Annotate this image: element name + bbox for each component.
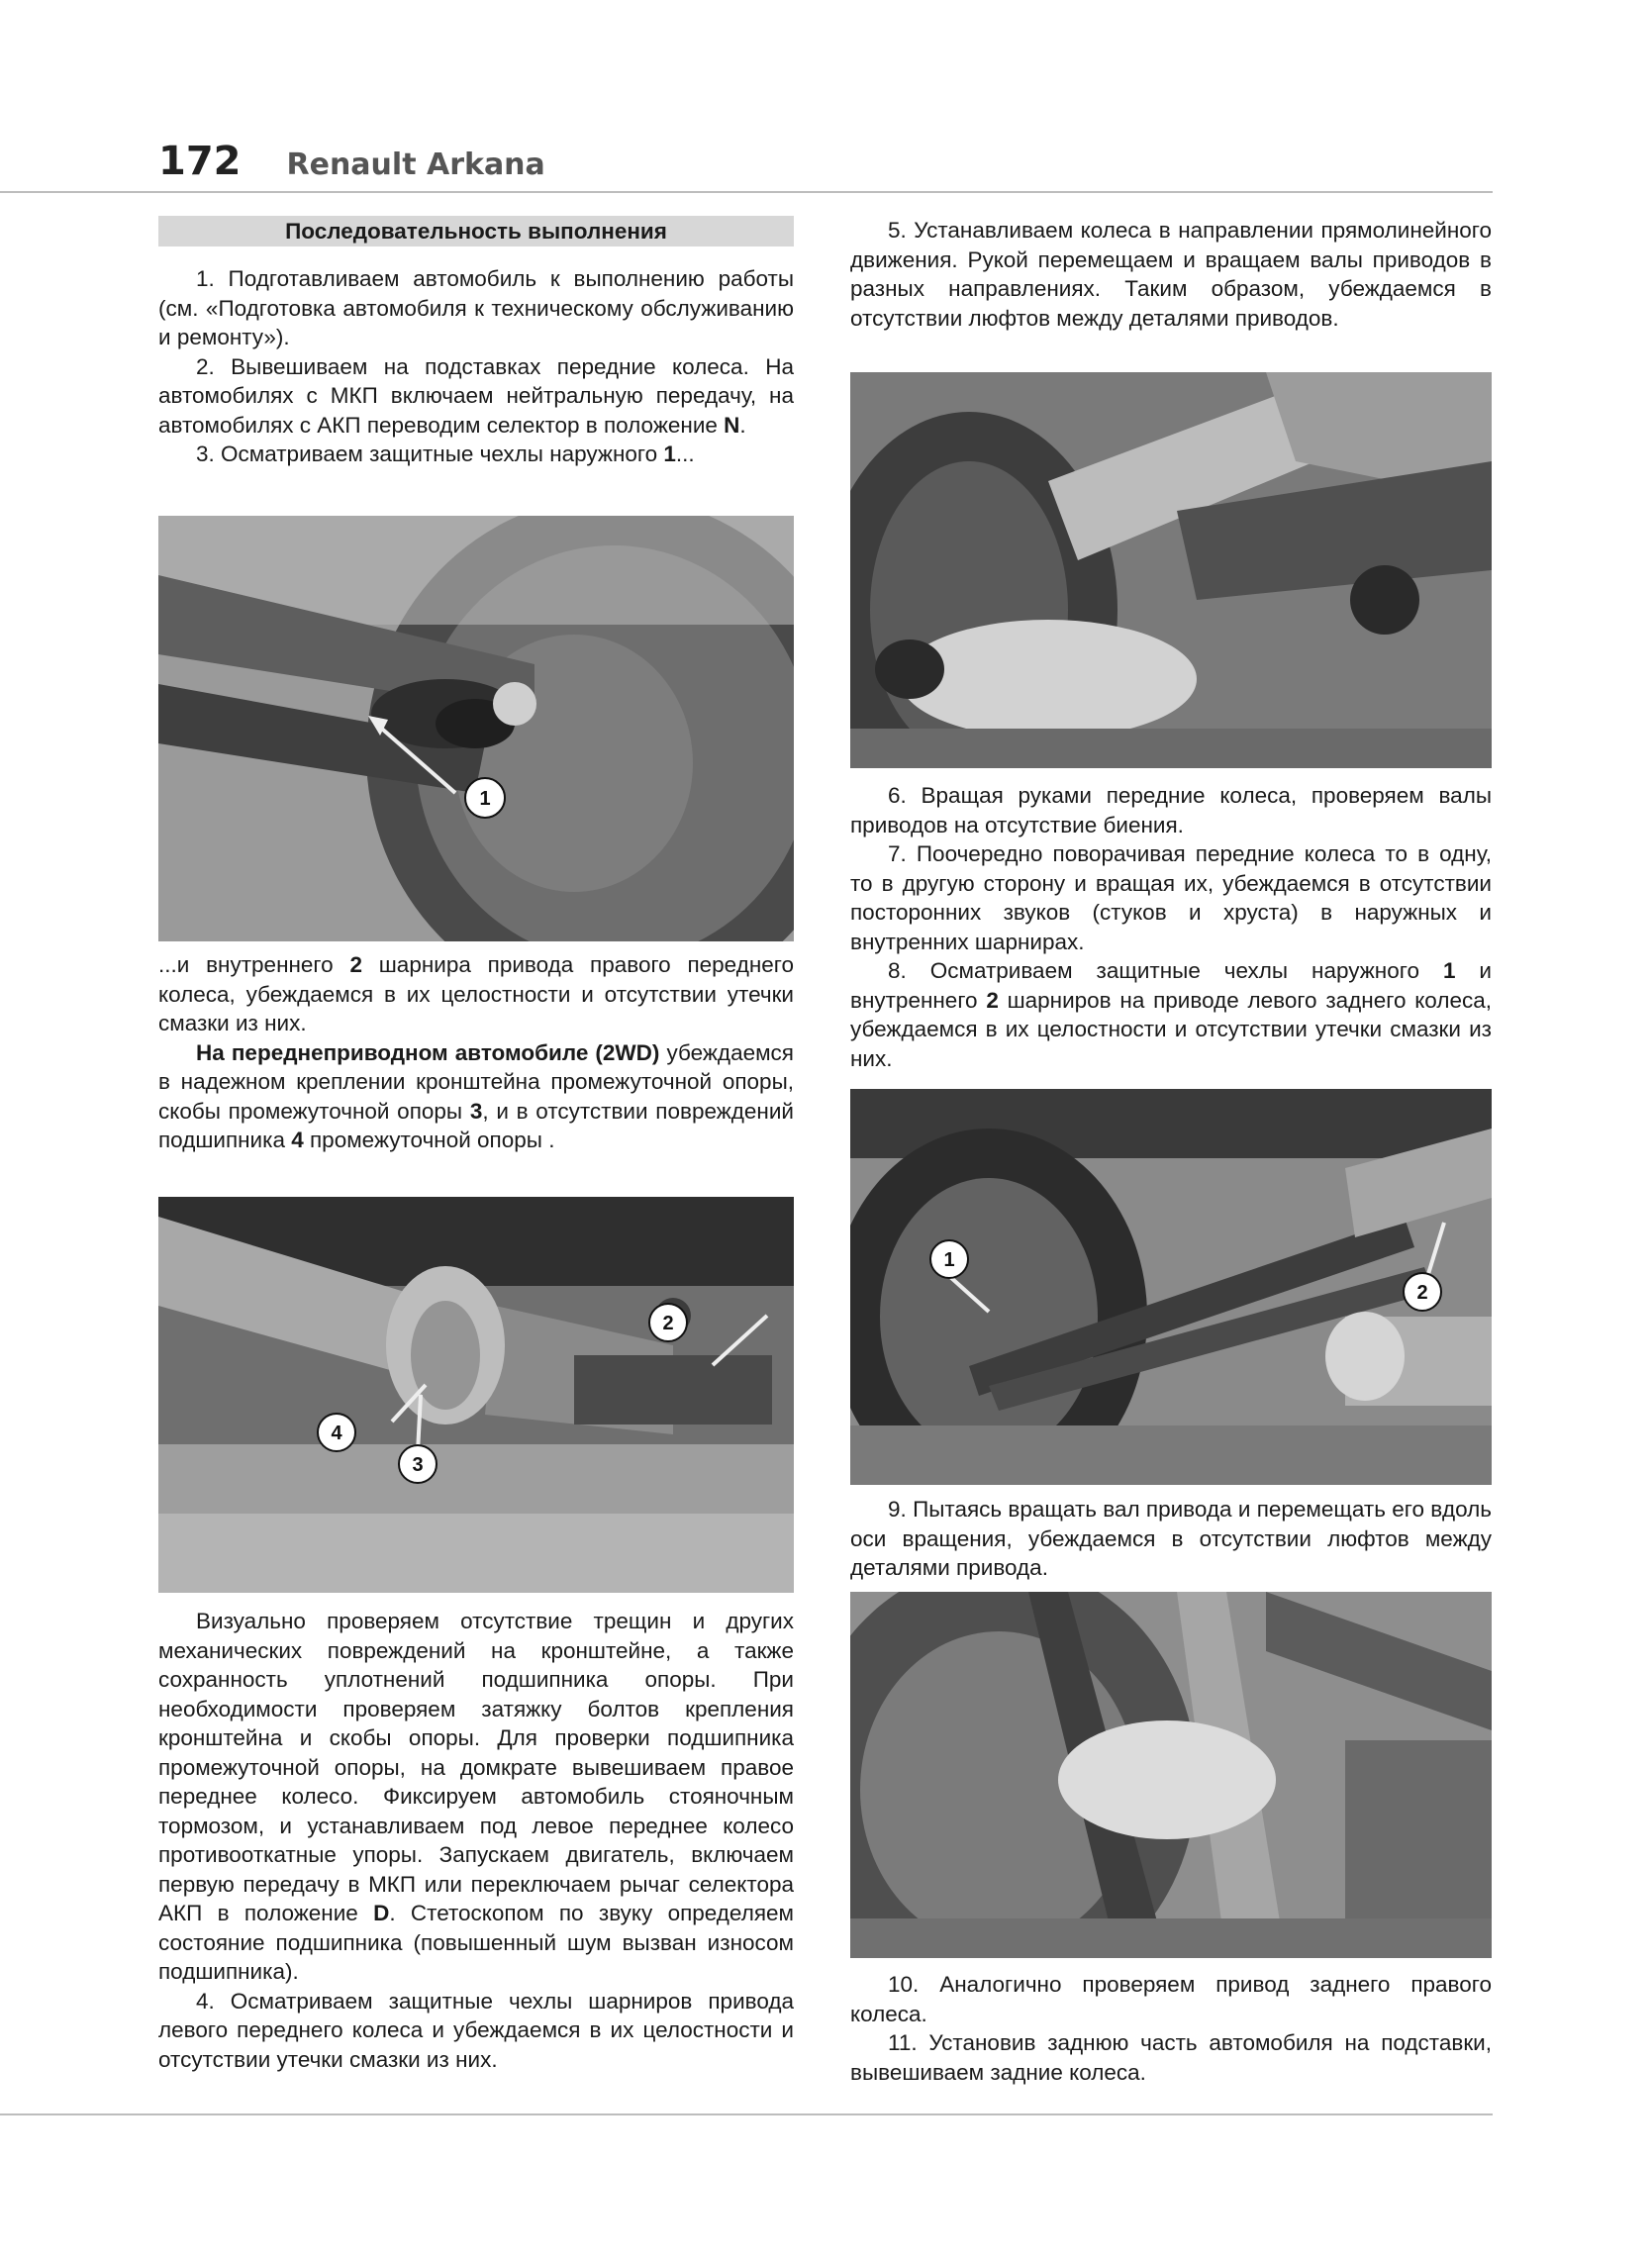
callout-2: 2 <box>1416 1282 1428 1304</box>
left-text-block-2 <box>158 950 794 1155</box>
paragraph: 4. Осматриваем защитные чехлы шарниров привода левого переднего колеса и убеждаемся в их целостности и отсутствии утечки смазки из них. <box>158 1988 794 2072</box>
paragraph: 7. Поочередно поворачивая передние колеса то в одну, то в другую сторону и вращая их, убеждаемся в отсутствии посторонних звуков (стуков и хруста) в наружных и внутренних шарнирах. <box>850 841 1492 954</box>
callout-3: 3 <box>412 1454 424 1476</box>
paragraph: 10. Аналогично проверяем привод заднего правого колеса. <box>850 1972 1492 2026</box>
footer-divider <box>0 2113 1493 2115</box>
paragraph: Визуально проверяем отсутствие трещин и других механических повреждений на кронштейне, а также сохранность уплотнений подшипника опоры. При необходимости проверяем затяжку болтов крепления кронштейна и скобы опоры. Для проверки подшипника промежуточной опоры, на домкрате вывешиваем правое переднее колесо. Фиксируем автомобиль стояночным тормозом, и устанавливаем под левое переднее колесо противооткатные упоры. Запускаем двигатель, включаем первую передачу в МКП или переключаем рычаг селектора АКП в положение D. Стетоскопом по звуку определяем состояние подшипника (повышенный шум вызван износом подшипника). <box>158 1609 794 1984</box>
photo-rear-left-drive <box>850 1089 1492 1485</box>
right-text-block-1 <box>850 216 1492 333</box>
section-heading: Последовательность выполнения <box>158 216 794 246</box>
right-text-block-3 <box>850 1495 1492 1583</box>
paragraph: 8. Осматриваем защитные чехлы наружного 1 и внутреннего 2 шарниров на приводе левого заднего колеса, убеждаемся в их целостности и отсутствии утечки смазки из них. <box>850 958 1492 1071</box>
header-divider <box>0 191 1493 193</box>
paragraph: 5. Устанавливаем колеса в направлении прямолинейного движения. Рукой перемещаем и вращаем валы приводов в разных направлениях. Таким образом, убеждаемся в отсутствии люфтов между деталями приводов. <box>850 218 1492 331</box>
right-text-block-4 <box>850 1970 1492 2087</box>
callout-1: 1 <box>479 788 491 810</box>
callout-1: 1 <box>943 1249 955 1271</box>
paragraph: 11. Установив заднюю часть автомобиля на подставки, вывешиваем задние колеса. <box>850 2030 1492 2085</box>
photo-drive-shaft-by-hand <box>850 372 1492 768</box>
paragraph: На переднеприводном автомобиле (2WD) убеждаемся в надежном креплении кронштейна промежуточной опоры, скобы промежуточной опоры 3, и в отсутствии повреждений подшипника 4 промежуточной опоры . <box>158 1039 794 1152</box>
paragraph: 2. Вывешиваем на подставках передние колеса. На автомобилях с МКП включаем нейтральную передачу, на автомобилях с АКП переводим селектор в положение N. <box>158 353 794 438</box>
callout-4: 4 <box>331 1423 342 1444</box>
paragraph: 6. Вращая руками передние колеса, проверяем валы приводов на отсутствие биения. <box>850 783 1492 837</box>
callout-2: 2 <box>662 1313 674 1334</box>
paragraph: 1. Подготавливаем автомобиль к выполнению работы (см. «Подготовка автомобиля к техническому обслуживанию и ремонту»). <box>158 266 794 349</box>
left-text-block-3 <box>158 1607 794 2074</box>
photo-rear-drive-shaft-check <box>850 1592 1492 1958</box>
book-title: Renault Arkana <box>286 147 545 182</box>
page-number: 172 <box>158 139 242 184</box>
photo-front-wheel-outer-boot <box>158 516 794 941</box>
photo-intermediate-support <box>158 1197 794 1593</box>
left-text-block-1 <box>158 264 794 469</box>
right-text-block-2 <box>850 781 1492 1073</box>
paragraph: 3. Осматриваем защитные чехлы наружного 1... <box>196 442 695 466</box>
page-header <box>158 139 545 188</box>
paragraph: 9. Пытаясь вращать вал привода и перемещать его вдоль оси вращения, убеждаемся в отсутствии люфтов между деталями привода. <box>850 1497 1492 1580</box>
paragraph: ...и внутреннего 2 шарнира привода правого переднего колеса, убеждаемся в их целостности и отсутствии утечки смазки из них. <box>158 952 794 1035</box>
